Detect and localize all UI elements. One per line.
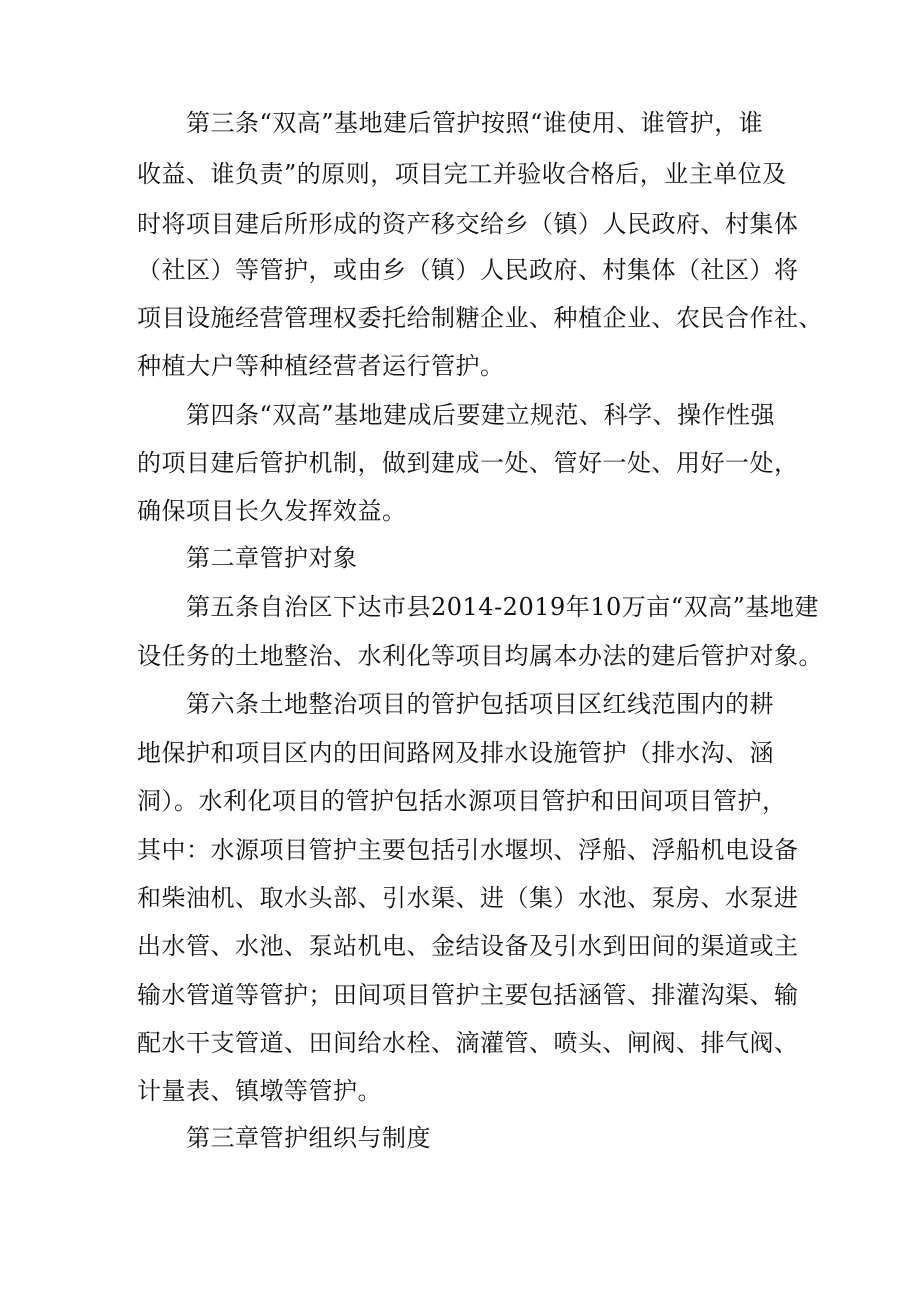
article-3-line-1: 第三条“双高”基地建后管护按照“谁使用、谁管护，谁 (186, 109, 764, 137)
article-5-line-2: 设任务的土地整治、水利化等项目均属本办法的建后管护对象。 (137, 642, 823, 670)
article-6-line-4: 其中：水源项目管护主要包括引水堰坝、浮船、浮船机电设备 (137, 836, 799, 864)
article-3-line-4: （社区）等管护，或由乡（镇）人民政府、村集体（社区）将 (137, 256, 799, 284)
article-3-line-2: 收益、谁负责”的原则，项目完工并验收合格后，业主单位及 (137, 160, 787, 188)
article-4-line-2: 的项目建后管护机制，做到建成一处、管好一处、用好一处， (137, 449, 799, 477)
article-4-line-3: 确保项目长久发挥效益。 (137, 497, 407, 525)
chapter-3-heading: 第三章管护组织与制度 (186, 1124, 431, 1152)
article-6-line-1: 第六条土地整治项目的管护包括项目区红线范围内的耕 (186, 690, 774, 718)
article-6-line-7: 输水管道等管护；田间项目管护主要包括涵管、排灌沟渠、输 (137, 981, 799, 1009)
article-6-line-6: 出水管、水池、泵站机电、金结设备及引水到田间的渠道或主 (137, 932, 799, 960)
article-5-line-1: 第五条自治区下达市县2014-2019年10万亩“双高”基地建 (186, 593, 819, 621)
chapter-2-heading: 第二章管护对象 (186, 544, 358, 572)
article-6-line-5: 和柴油机、取水头部、引水渠、进（集）水池、泵房、水泵进 (137, 884, 799, 912)
article-6-line-2: 地保护和项目区内的田间路网及排水设施管护（排水沟、涵 (137, 739, 774, 767)
article-3-line-3: 时将项目建后所形成的资产移交给乡（镇）人民政府、村集体 (137, 210, 799, 238)
article-4-line-1: 第四条“双高”基地建成后要建立规范、科学、操作性强 (186, 401, 776, 429)
article-6-line-9: 计量表、镇墩等管护。 (137, 1077, 382, 1105)
article-3-line-5: 项目设施经营管理权委托给制糖企业、种植企业、农民合作社、 (137, 304, 823, 332)
article-3-line-6: 种植大户等种植经营者运行管护。 (137, 352, 505, 380)
article-6-line-3: 洞）。水利化项目的管护包括水源项目管护和田间项目管护， (137, 787, 787, 815)
article-6-line-8: 配水干支管道、田间给水栓、滴灌管、喷头、闸阀、排气阀、 (137, 1029, 799, 1057)
